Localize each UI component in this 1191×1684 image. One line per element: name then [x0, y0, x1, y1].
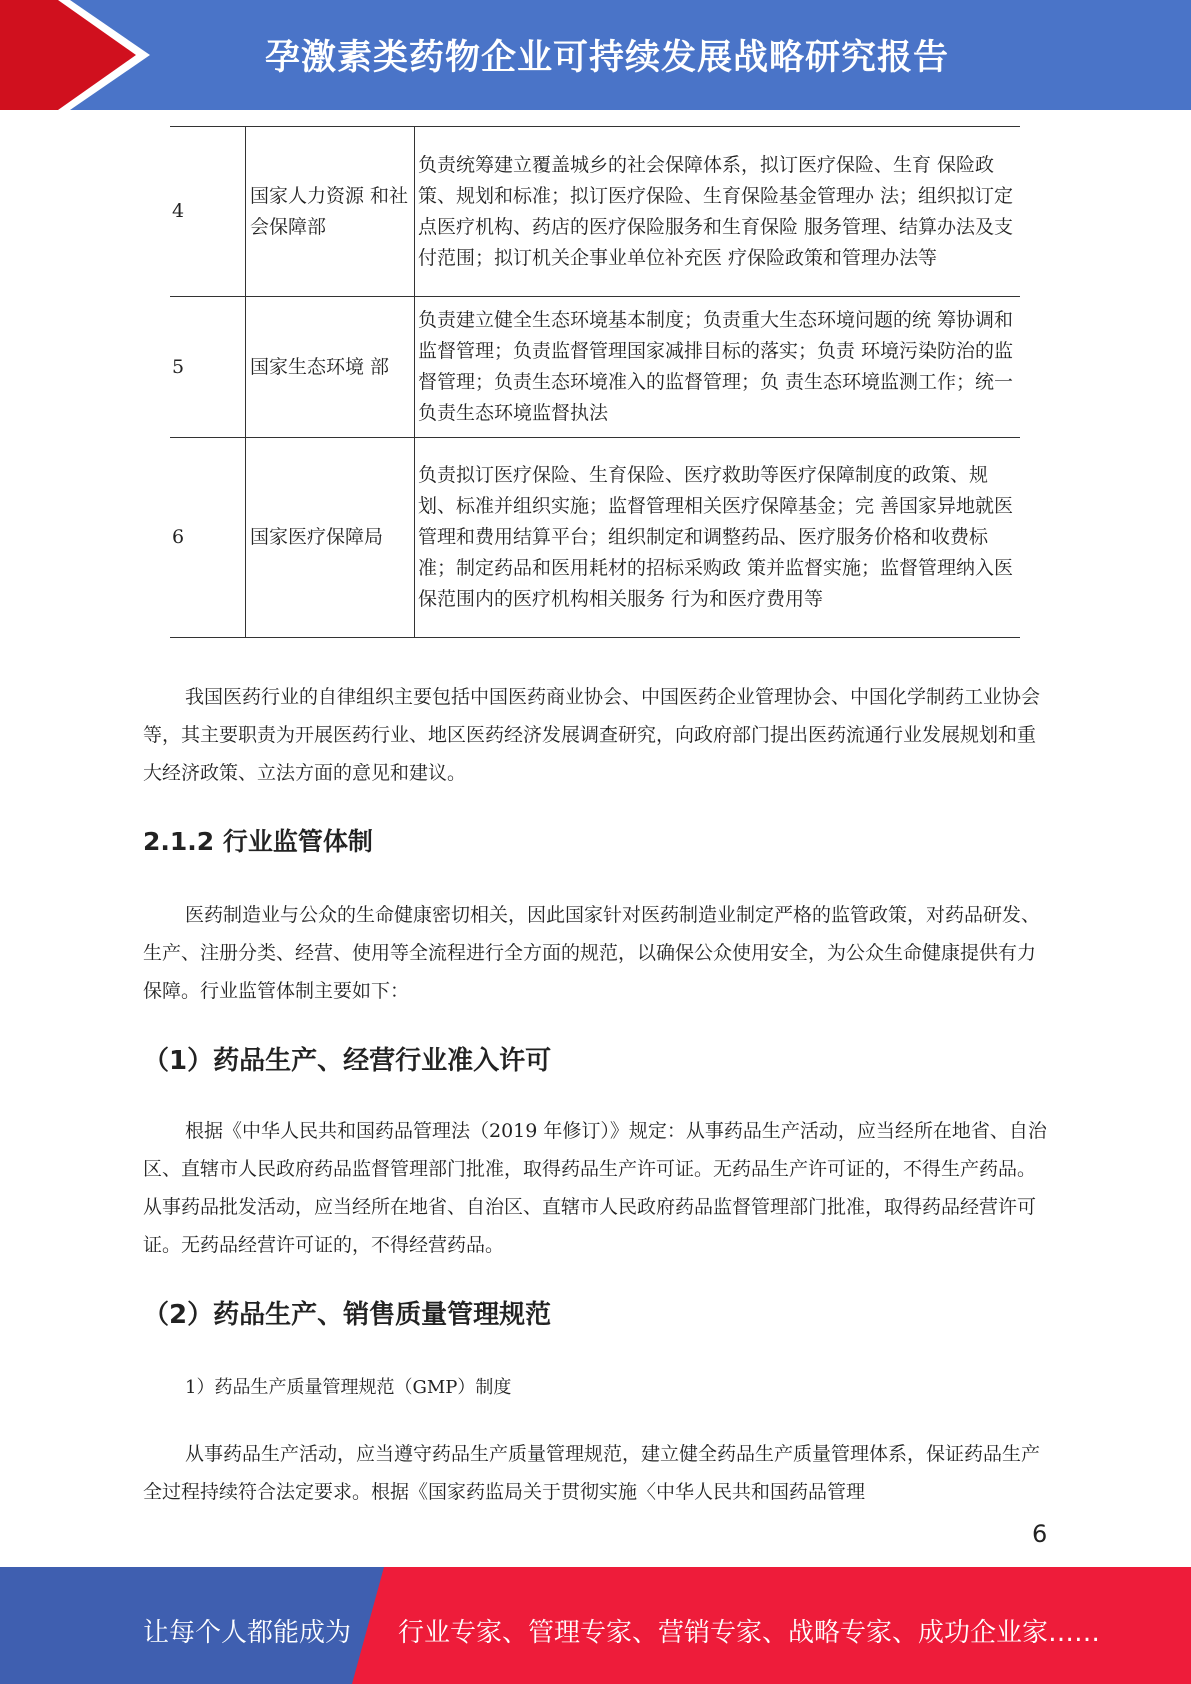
department-duties: 负责建立健全生态环境基本制度；负责重大生态环境问题的统 筹协调和监督管理；负责监督管理国家减排目标的落实；负责 环境污染防治的监督管理；负责生态环境准入的监督管理；负 责生态环境监测工作；统一负责生态环境监督执法 — [415, 297, 1021, 438]
department-name: 国家人力资源 和社会保障部 — [246, 127, 415, 297]
subsection-heading-2: （2）药品生产、销售质量管理规范 — [143, 1300, 552, 1330]
header-bar — [0, 0, 1191, 110]
department-duties: 负责统筹建立覆盖城乡的社会保障体系，拟订医疗保险、生育 保险政策、规划和标准；拟订医疗保险、生育保险基金管理办 法；组织拟订定点医疗机构、药店的医疗保险服务和生育保险 服务管理、结算办法及支付范围；拟订机关企事业单位补充医 疗保险政策和管理办法等 — [415, 127, 1021, 297]
footer-bar — [0, 1567, 1191, 1684]
department-table — [170, 126, 1020, 638]
row-number: 5 — [170, 297, 246, 438]
paragraph-regulation-intro: 医药制造业与公众的生命健康密切相关，因此国家针对医药制造业制定严格的监管政策，对药品研发、生产、注册分类、经营、使用等全流程进行全方面的规范，以确保公众使用安全，为公众生命健康提供有力保障。行业监管体制主要如下： — [143, 904, 1041, 1002]
department-duties: 负责拟订医疗保险、生育保险、医疗救助等医疗保障制度的政策、规划、标准并组织实施；监督管理相关医疗保障基金；完 善国家异地就医管理和费用结算平台；组织制定和调整药品、医疗服务价格和收费标准；制定药品和医用耗材的招标采购政 策并监督实施；监督管理纳入医保范围内的医疗机构相关服务 行为和医疗费用等 — [415, 438, 1021, 638]
subsection-heading-1: （1）药品生产、经营行业准入许可 — [143, 1046, 552, 1076]
gmp-subheading: 1）药品生产质量管理规范（GMP）制度 — [185, 1377, 512, 1398]
footer-slogan-left: 让每个人都能成为 — [143, 1618, 352, 1648]
footer-slogan-right: 行业专家、管理专家、营销专家、战略专家、成功企业家…… — [398, 1618, 1101, 1648]
department-name: 国家医疗保障局 — [246, 438, 415, 638]
paragraph-license: 根据《中华人民共和国药品管理法（2019 年修订）》规定：从事药品生产活动，应当经所在地省、自治区、直辖市人民政府药品监督管理部门批准，取得药品生产许可证。无药品生产许可证的，不得生产药品。从事药品批发活动，应当经所在地省、自治区、直辖市人民政府药品监督管理部门批准，取得药品经营许可证。无药品经营许可证的，不得经营药品。 — [143, 1120, 1047, 1256]
table-row — [170, 127, 1020, 297]
table-row — [170, 438, 1020, 638]
row-number: 6 — [170, 438, 246, 638]
paragraph-self-regulation: 我国医药行业的自律组织主要包括中国医药商业协会、中国医药企业管理协会、中国化学制药工业协会等，其主要职责为开展医药行业、地区医药经济发展调查研究，向政府部门提出医药流通行业发展规划和重大经济政策、立法方面的意见和建议。 — [143, 686, 1041, 784]
section-heading-2-1-2: 2.1.2 行业监管体制 — [143, 827, 373, 856]
report-title: 孕激素类药物企业可持续发展战略研究报告 — [265, 38, 950, 78]
department-name: 国家生态环境 部 — [246, 297, 415, 438]
page-number: 6 — [1032, 1520, 1048, 1548]
table-row — [170, 297, 1020, 438]
paragraph-gmp: 从事药品生产活动，应当遵守药品生产质量管理规范，建立健全药品生产质量管理体系，保证药品生产全过程持续符合法定要求。根据《国家药监局关于贯彻实施〈中华人民共和国药品管理 — [143, 1443, 1041, 1503]
row-number: 4 — [170, 127, 246, 297]
